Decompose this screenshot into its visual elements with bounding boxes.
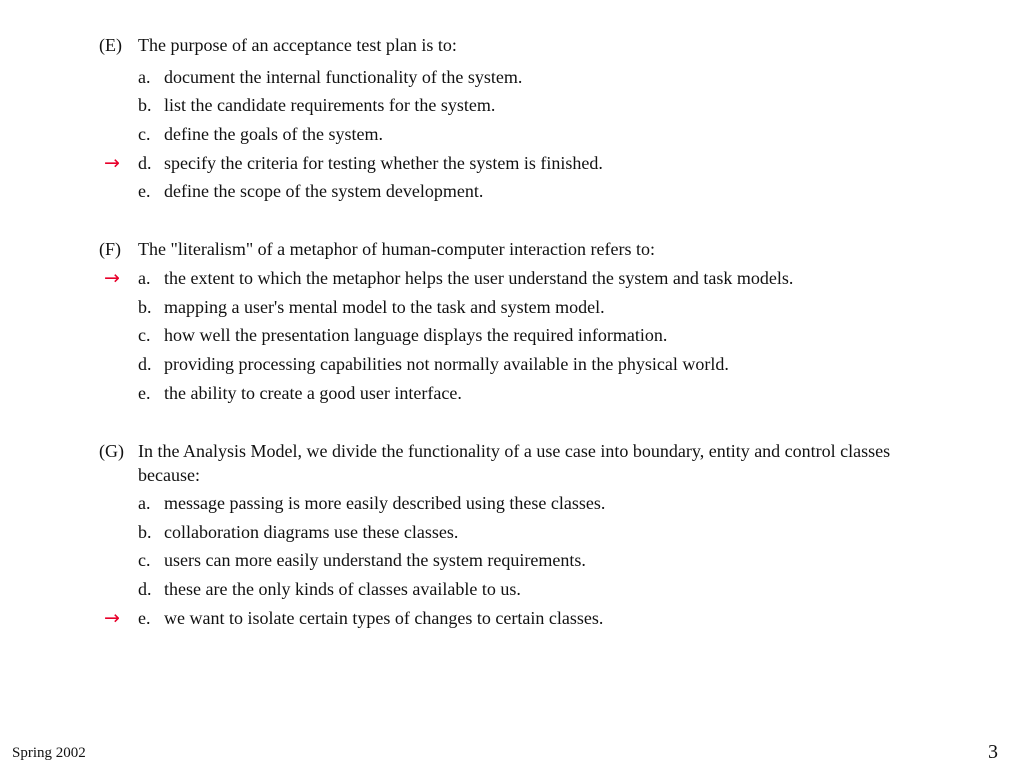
- option-text: how well the presentation language displays the required information.: [164, 325, 668, 345]
- option-text: we want to isolate certain types of changes to certain classes.: [164, 608, 604, 628]
- question-stem: The purpose of an acceptance test plan is to:: [138, 35, 457, 55]
- option-letter: d.: [138, 153, 152, 173]
- option-letter: c.: [138, 325, 151, 345]
- option-g-a: [0, 491, 1024, 515]
- footer-term: Spring 2002: [12, 745, 86, 761]
- option-g-b: [0, 520, 1024, 544]
- option-text: users can more easily understand the system requirements.: [164, 550, 586, 570]
- option-e-a: [0, 65, 1024, 89]
- question-stem: The "literalism" of a metaphor of human-computer interaction refers to:: [138, 239, 656, 259]
- question-label: (E): [99, 35, 122, 55]
- option-f-d: [0, 352, 1024, 376]
- option-text: message passing is more easily described using these classes.: [164, 493, 606, 513]
- option-f-e: [0, 381, 1024, 405]
- option-letter: b.: [138, 95, 152, 115]
- option-g-e: [0, 606, 1024, 630]
- option-letter: e.: [138, 181, 151, 201]
- option-letter: a.: [138, 493, 151, 513]
- option-text: collaboration diagrams use these classes.: [164, 522, 459, 542]
- right-arrow-icon: →: [104, 152, 120, 174]
- option-e-d: [0, 151, 1024, 175]
- question-stem: In the Analysis Model, we divide the functionality of a use case into boundary, entity and control classes because:: [138, 441, 891, 485]
- option-letter: e.: [138, 608, 151, 628]
- option-text: the extent to which the metaphor helps the user understand the system and task models.: [164, 268, 794, 288]
- option-e-c: [0, 122, 1024, 146]
- page-number: 3: [988, 741, 998, 763]
- option-f-c: [0, 323, 1024, 347]
- right-arrow-icon: →: [104, 607, 120, 629]
- option-text: define the scope of the system development.: [164, 181, 484, 201]
- option-letter: a.: [138, 67, 151, 87]
- option-g-c: [0, 548, 1024, 572]
- option-e-e: [0, 179, 1024, 203]
- option-text: these are the only kinds of classes available to us.: [164, 579, 521, 599]
- option-letter: c.: [138, 124, 151, 144]
- option-letter: d.: [138, 579, 152, 599]
- option-text: the ability to create a good user interface.: [164, 383, 462, 403]
- option-e-b: [0, 93, 1024, 117]
- option-letter: d.: [138, 354, 152, 374]
- option-letter: c.: [138, 550, 151, 570]
- option-f-b: [0, 295, 1024, 319]
- option-letter: e.: [138, 383, 151, 403]
- option-letter: a.: [138, 268, 151, 288]
- option-f-a: [0, 266, 1024, 290]
- option-text: list the candidate requirements for the system.: [164, 95, 496, 115]
- right-arrow-icon: →: [104, 267, 120, 289]
- question-label: (G): [99, 441, 124, 461]
- option-letter: b.: [138, 522, 152, 542]
- option-text: document the internal functionality of the system.: [164, 67, 523, 87]
- option-letter: b.: [138, 297, 152, 317]
- option-text: define the goals of the system.: [164, 124, 383, 144]
- option-g-d: [0, 577, 1024, 601]
- option-text: providing processing capabilities not normally available in the physical world.: [164, 354, 729, 374]
- option-text: mapping a user's mental model to the task and system model.: [164, 297, 605, 317]
- option-text: specify the criteria for testing whether the system is finished.: [164, 153, 603, 173]
- question-label: (F): [99, 239, 121, 259]
